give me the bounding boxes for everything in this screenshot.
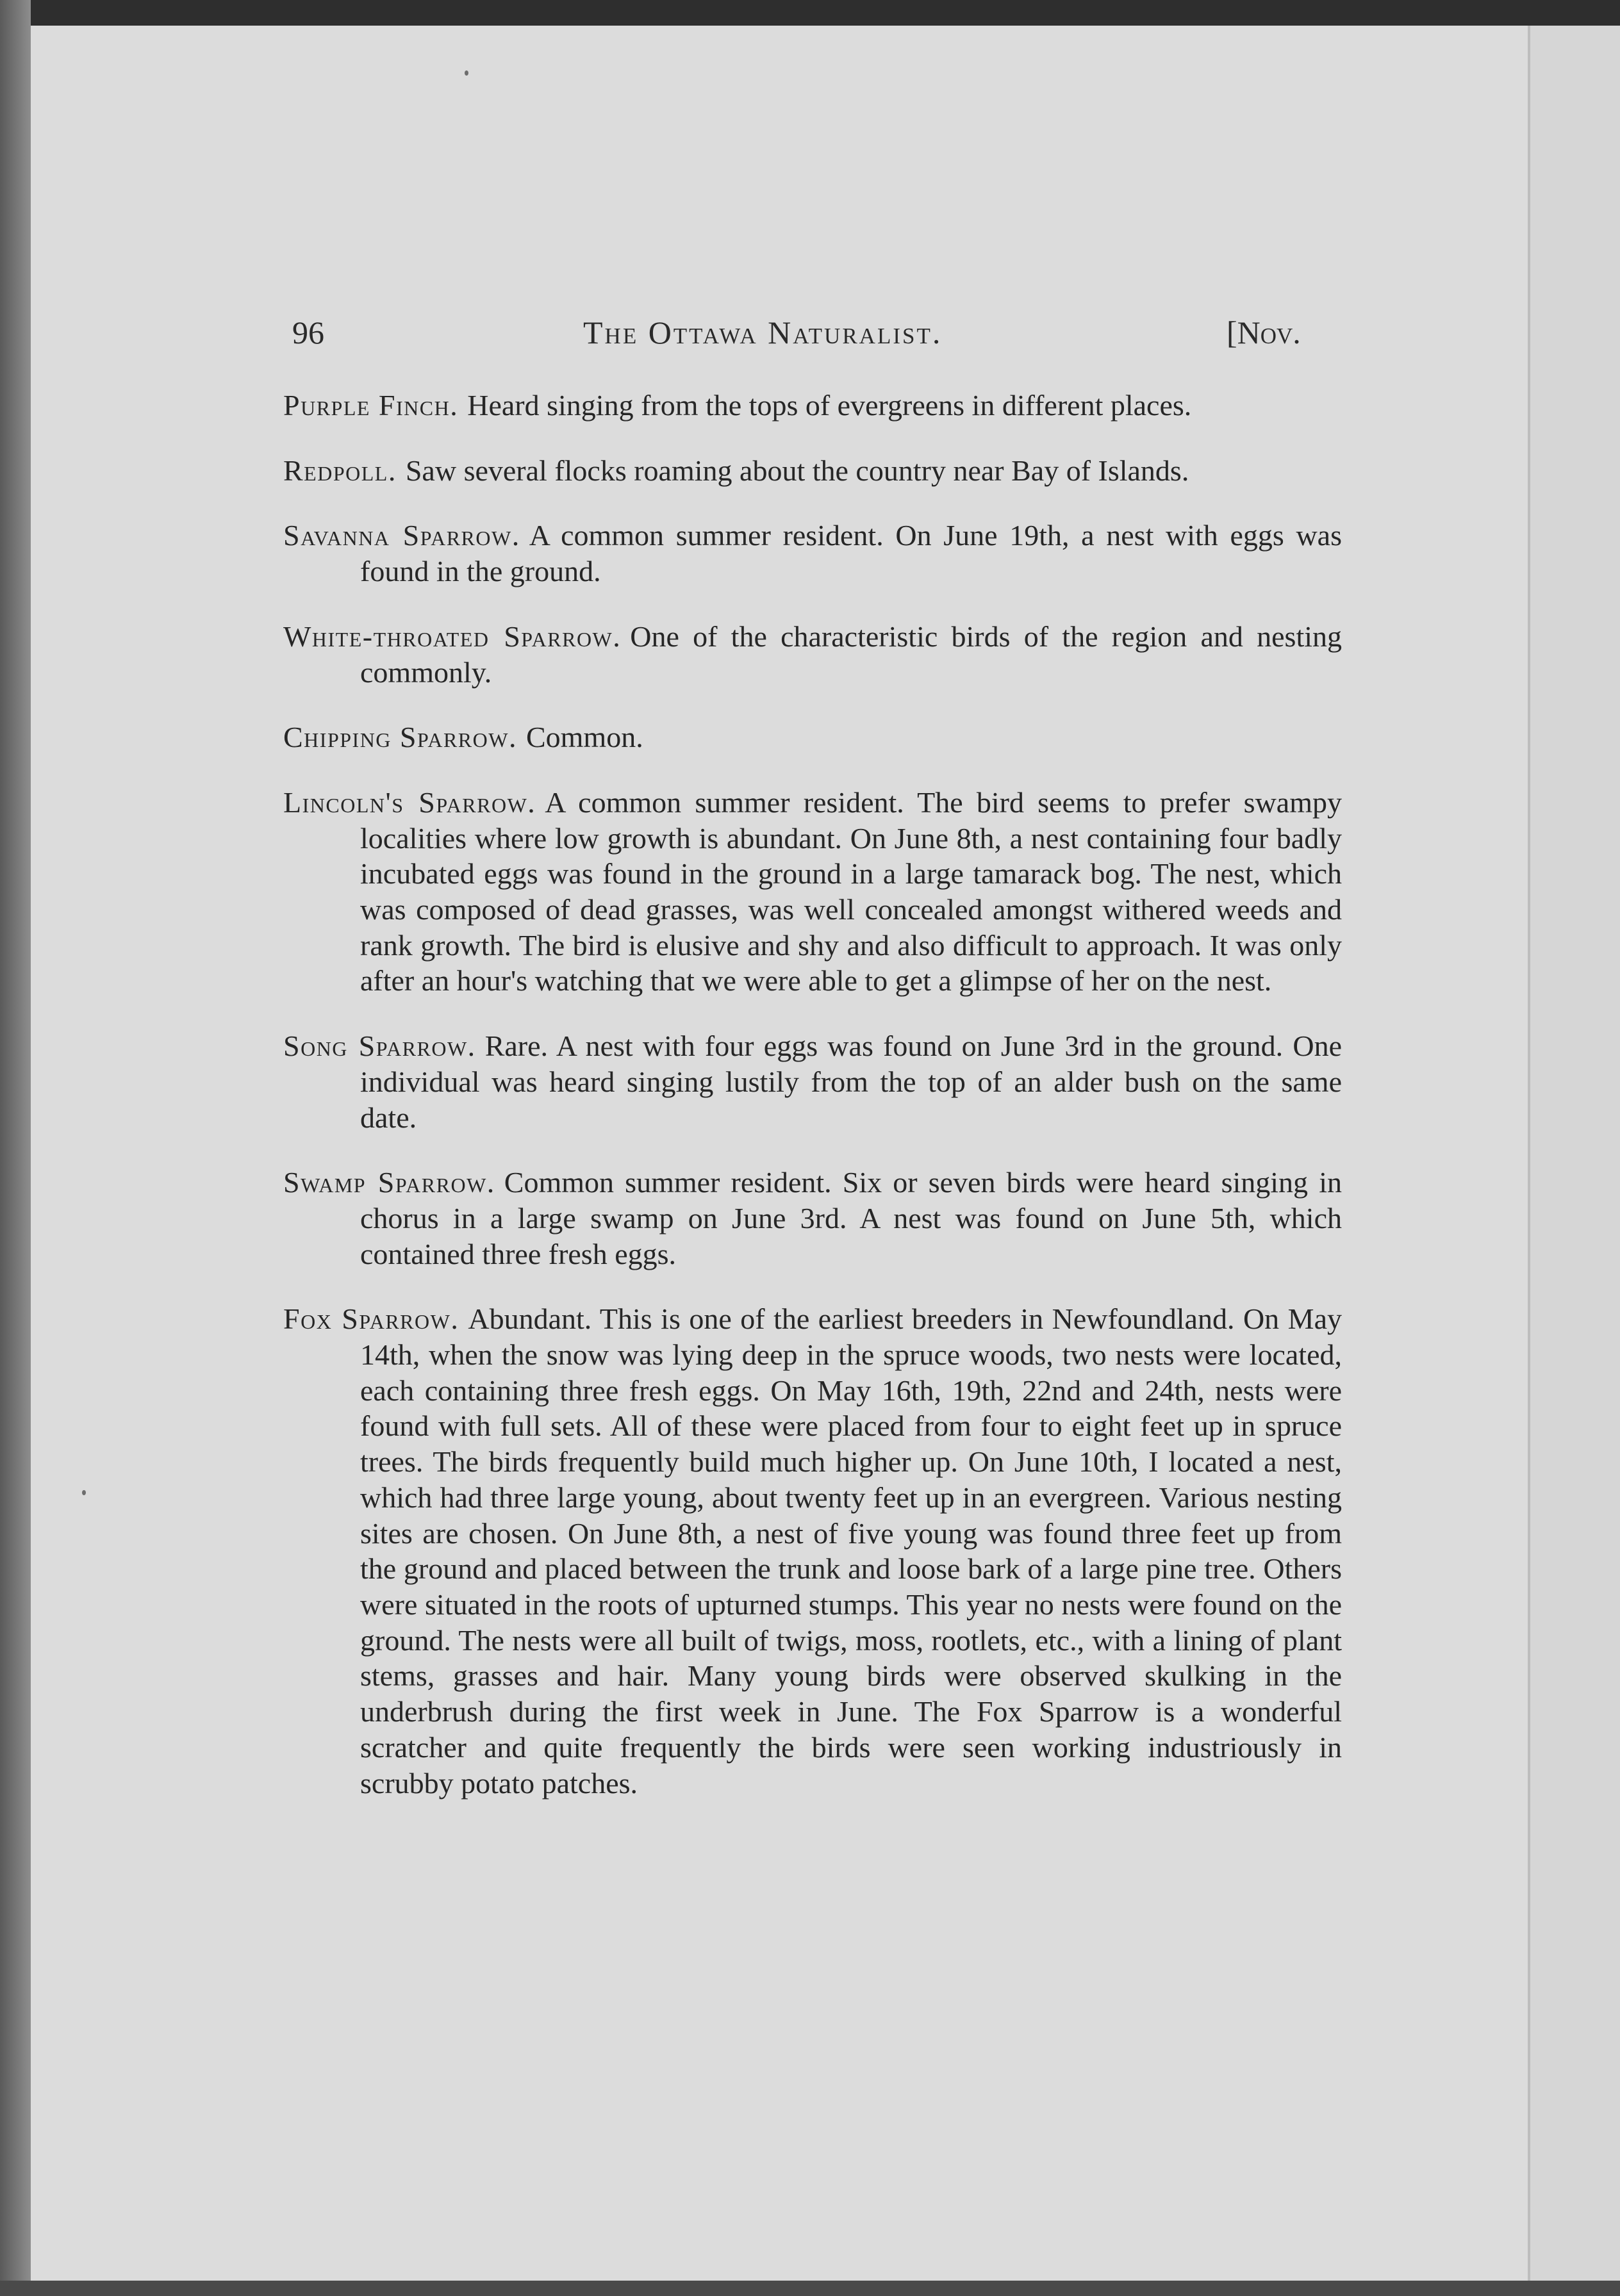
species-name: Fox Sparrow. xyxy=(283,1302,459,1336)
facing-page-edge xyxy=(1528,26,1620,2281)
entry-white-throated-sparrow xyxy=(283,619,1342,690)
species-name: Swamp Sparrow. xyxy=(283,1166,495,1199)
entry-text: One of the characteristic birds of the region and nesting commonly. xyxy=(360,619,1343,689)
entry-fox-sparrow xyxy=(283,1301,1342,1801)
page xyxy=(31,26,1528,2281)
entry-text: Common summer resident. Six or seven birds were heard singing in chorus in a large swamp on June 3rd. A nest was found on June 5th, which contained three fresh eggs. xyxy=(360,1166,1342,1270)
species-name: Chipping Sparrow. xyxy=(283,721,517,754)
species-name: White-throated Sparrow. xyxy=(283,619,622,653)
page-number: 96 xyxy=(292,315,324,350)
species-name: Savanna Sparrow. xyxy=(283,519,520,552)
entry-lincolns-sparrow xyxy=(283,785,1342,999)
entry-savanna-sparrow xyxy=(283,518,1342,589)
species-name: Purple Finch. xyxy=(283,389,459,422)
entry-chipping-sparrow xyxy=(283,719,1342,755)
scan-border-top xyxy=(0,0,1620,26)
running-head xyxy=(31,302,1528,354)
page-gutter-line xyxy=(1528,26,1530,2281)
entry-text: Heard singing from the tops of evergreens in different places. xyxy=(467,389,1192,422)
entry-text: A common summer resident. The bird seems to prefer swampy localities where low growth is abundant. On June 8th, a nest containing four badly incubated eggs was found in the ground in a large tamarack bog. The nest, which was composed of dead grasses, was well concealed amongst withered weeds and rank growth. The bird is elusive and shy and also difficult to approach. It was only after an hour's watching that we were able to get a glimpse of her on the nest. xyxy=(360,785,1342,997)
species-list xyxy=(283,388,1342,1809)
entry-purple-finch xyxy=(283,388,1342,423)
entry-swamp-sparrow xyxy=(283,1165,1342,1272)
dust-speck xyxy=(82,1490,86,1495)
issue-mark: [Nov. xyxy=(1227,315,1301,350)
species-name: Lincoln's Sparrow. xyxy=(283,785,536,819)
dust-speck xyxy=(465,70,468,76)
journal-title: The Ottawa Naturalist. xyxy=(583,315,943,350)
entry-song-sparrow xyxy=(283,1028,1342,1135)
entry-text: Abundant. This is one of the earliest breeders in Newfoundland. On May 14th, when the snow was lying deep in the spruce woods, two nests were located, each containing three fresh eggs. On May 16th, 19th, 22nd and 24th, nests were found with full sets. All of these were placed from four to eight feet up in spruce trees. The birds frequently build much higher up. On June 10th, I located a nest, which had three large young, about twenty feet up in an evergreen. Various nesting sites are chosen. On June 8th, a nest of five young was found three feet up from the ground and placed between the trunk and loose bark of a large pine tree. Others were situated in the roots of upturned stumps. This year no nests were found on the ground. The nests were all built of twigs, moss, rootlets, etc., with a lining of plant stems, grasses and hair. Many young birds were observed skulking in the underbrush during the first week in June. The Fox Sparrow is a wonderful scratcher and quite frequently the birds were seen working industriously in scrubby potato patches. xyxy=(360,1302,1342,1800)
scan-border-left xyxy=(0,0,31,2296)
species-name: Song Sparrow. xyxy=(283,1029,476,1063)
entry-text: A common summer resident. On June 19th, a nest with eggs was found in the ground. xyxy=(360,519,1342,588)
species-name: Redpoll. xyxy=(283,454,397,487)
scan-border-bottom xyxy=(0,2281,1620,2296)
entry-text: Rare. A nest with four eggs was found on June 3rd in the ground. One individual was heard singing lustily from the top of an alder bush on the same date. xyxy=(360,1029,1342,1134)
entry-redpoll xyxy=(283,453,1342,489)
entry-text: Common. xyxy=(525,721,643,754)
entry-text: Saw several flocks roaming about the country near Bay of Islands. xyxy=(405,454,1189,487)
